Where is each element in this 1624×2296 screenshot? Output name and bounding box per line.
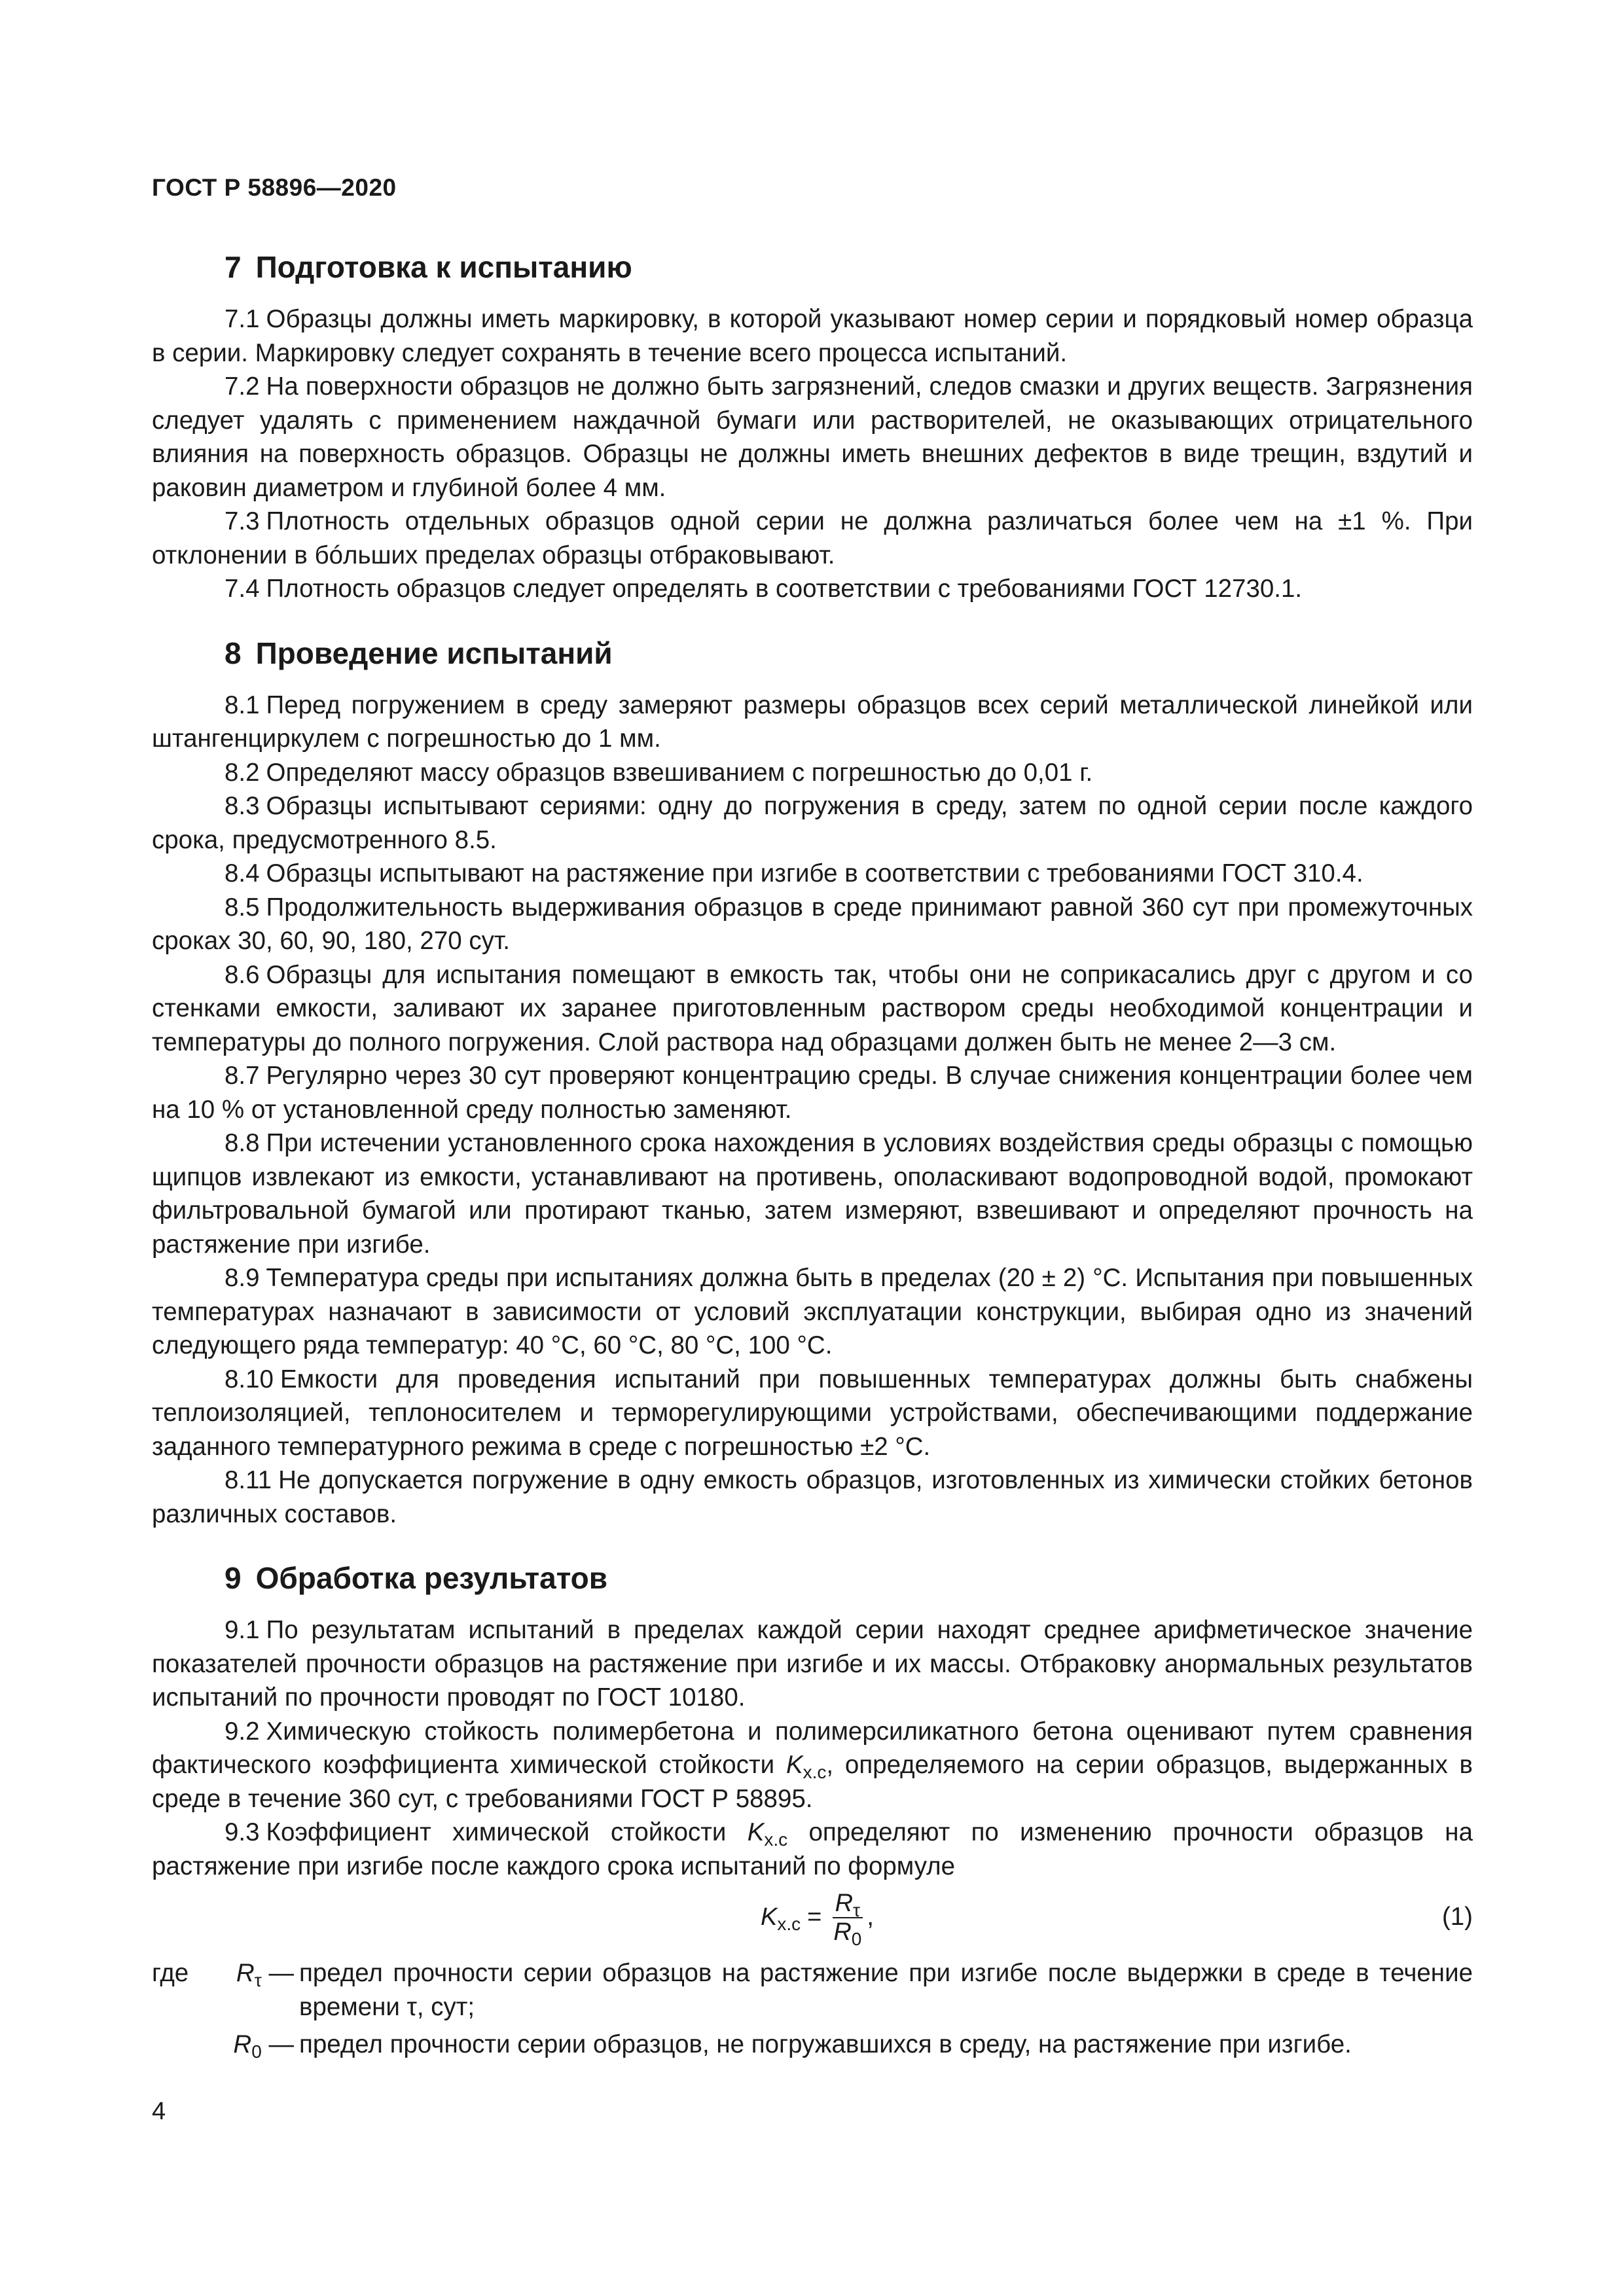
section-heading: 9 Обработка результатов: [225, 1561, 607, 1595]
document-body: [152, 249, 1473, 2066]
document-header: ГОСТ Р 58896—2020: [152, 174, 397, 201]
paragraph: 8.9 Температура среды при испытаниях должна быть в пределах (20 ± 2) °С. Испытания при повышенных температурах назначают в зависимости от условий эксплуатации конструкции, выбирая одно из значений следующего ряда температур: 40 °С, 60 °С, 80 °С, 100 °С.: [152, 1264, 1473, 1359]
paragraph: 7.1 Образцы должны иметь маркировку, в которой указывают номер серии и порядковый номер образца в серии. Маркировку следует сохранять в течение всего процесса испытаний.: [152, 305, 1473, 367]
paragraph: 9.3 Коэффициент химической стойкости $K_{х.с}$ определяют по изменению прочности образцов на растяжение при изгибе после каждого срока испытаний по формуле: [152, 1818, 1473, 1880]
paragraph: 8.4 Образцы испытывают на растяжение при изгибе в соответствии с требованиями ГОСТ 310.4.: [225, 859, 1363, 888]
fraction: $\frac{R_\tau}{R_0}$: [833, 1890, 862, 1949]
formula-1: [152, 1886, 1473, 1948]
paragraph: 9.2 Химическую стойкость полимербетона и полимерсиликатного бетона оценивают путем сравнения фактического коэффициента химической стойкости $K_{х.с}$, определяемого на серии образцов, выдержанных в среде в течение 360 сут, с требованиями ГОСТ Р 58895.: [152, 1717, 1473, 1813]
paragraph: 8.5 Продолжительность выдерживания образцов в среде принимают равной 360 сут при промежуточных сроках 30, 60, 90, 180, 270 сут.: [152, 893, 1473, 955]
paragraph: 8.3 Образцы испытывают сериями: одну до погружения в среду, затем по одной серии после каждого срока, предусмотренного 8.5.: [152, 792, 1473, 854]
section-9: [152, 1560, 1473, 2062]
paragraph: 8.6 Образцы для испытания помещают в емкость так, чтобы они не соприкасались друг с другом и со стенками емкости, заливают их заранее приготовленным раствором среды необходимой концентрации и температуры до полного погружения. Слой раствора над образцами должен быть не менее 2—3 см.: [152, 960, 1473, 1056]
paragraph: 8.7 Регулярно через 30 сут проверяют концентрацию среды. В случае снижения концентрации более чем на 10 % от установленной среду полностью заменяют.: [152, 1062, 1473, 1124]
paragraph: 8.11 Не допускается погружение в одну емкость образцов, изготовленных из химически стойких бетонов различных составов.: [152, 1466, 1473, 1528]
paragraph: 7.4 Плотность образцов следует определять в соответствии с требованиями ГОСТ 12730.1.: [225, 575, 1303, 603]
paragraph: 7.2 На поверхности образцов не должно быть загрязнений, следов смазки и других веществ. Загрязнения следует удалять с применением наждачной бумаги или растворителей, не оказывающих отрицательного влияния на поверхность образцов. Образцы не должны иметь внешних дефектов в виде трещин, вздутий и раковин диаметром и глубиной более 4 мм.: [152, 372, 1473, 502]
page-number: 4: [152, 2098, 166, 2125]
section-8: [152, 635, 1473, 1532]
paragraph: 8.8 При истечении установленного срока нахождения в условиях воздействия среды образцы с помощью щипцов извлекают из емкости, устанавливают на противень, ополаскивают водопроводной водой, промокают фильтровальной бумагой или протирают тканью, затем измеряют, взвешивают и определяют прочность на растяжение при изгибе.: [152, 1129, 1473, 1259]
paragraph: 7.3 Плотность отдельных образцов одной серии не должна различаться более чем на ±1 %. При отклонении в бóльших пределах образцы отбраковывают.: [152, 507, 1473, 569]
paragraph: 8.10 Емкости для проведения испытаний при повышенных температурах должны быть снабжены теплоизоляцией, теплоносителем и терморегулирующими устройствами, обеспечивающими поддержание заданного температурного режима в среде с погрешностью ±2 °С.: [152, 1365, 1473, 1461]
section-heading: 8 Проведение испытаний: [225, 636, 613, 670]
where-definition: $R_0$ — предел прочности серии образцов, не погружавшихся в среду, на растяжение при изгибе.: [233, 2030, 1352, 2062]
formula-expression: $K_{х.с}$ = $\frac{R_\tau}{R_0}$ ,: [761, 1890, 874, 1949]
formula-number: (1): [1441, 1903, 1473, 1931]
where-definition: где $R_\tau$ — предел прочности серии образцов на растяжение при изгибе после выдержки в среде в течение времени τ, сут;: [152, 1959, 1473, 2021]
paragraph: 8.1 Перед погружением в среду замеряют размеры образцов всех серий металлической линейкой или штангенциркулем с погрешностью до 1 мм.: [152, 691, 1473, 753]
paragraph: 8.2 Определяют массу образцов взвешиванием с погрешностью до 0,01 г.: [225, 758, 1093, 787]
section-heading: 7 Подготовка к испытанию: [225, 250, 632, 284]
section-7: [152, 249, 1473, 606]
paragraph: 9.1 По результатам испытаний в пределах каждой серии находят среднее арифметическое значение показателей прочности образцов на растяжение при изгибе и их массы. Отбраковку анормальных результатов испытаний по прочности проводят по ГОСТ 10180.: [152, 1616, 1473, 1712]
